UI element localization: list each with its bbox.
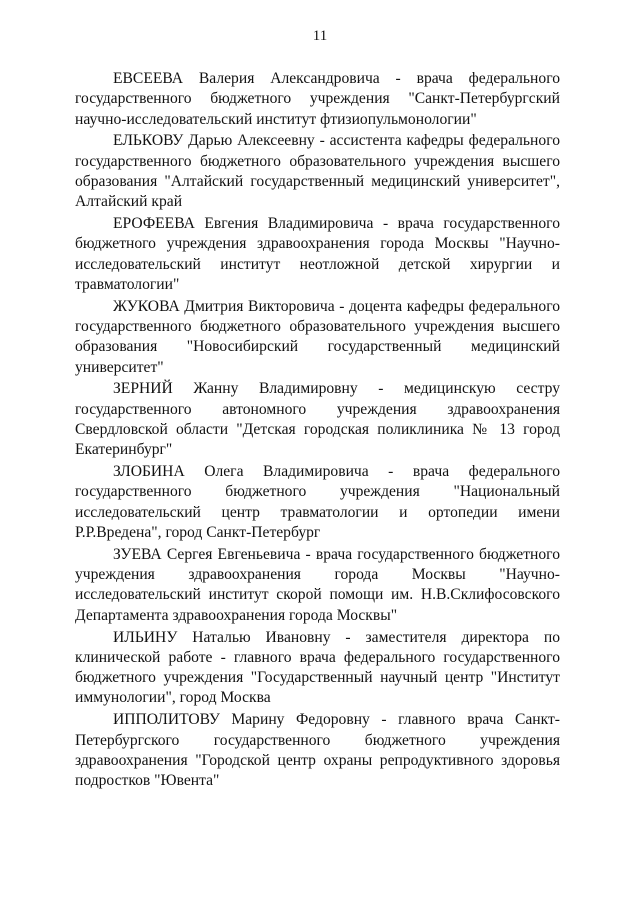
- list-item: ЕВСЕЕВА Валерия Александровича - врача федерального государственного бюджетного учреждения "Санкт-Петербургский научно-исследовательский институт фтизиопульмонологии": [75, 70, 560, 128]
- list-item: ЕРОФЕЕВА Евгения Владимировича - врача государственного бюджетного учреждения здравоохранения города Москвы "Научно-исследовательский институт неотложной детской хирургии и травматологии": [75, 215, 560, 293]
- list-item: ЖУКОВА Дмитрия Викторовича - доцента кафедры федерального государственного бюджетного образовательного учреждения высшего образования "Новосибирский государственный медицинский университет": [75, 297, 560, 376]
- list-item: ЗЛОБИНА Олега Владимировича - врача федерального государственного бюджетного учреждения "Национальный исследовательский центр травматологии и ортопедии имени Р.Р.Вредена", город Санкт-Петербург: [75, 463, 560, 542]
- page-number: 11: [312, 28, 328, 44]
- list-item: ЕЛЬКОВУ Дарью Алексеевну - ассистента кафедры федерального государственного бюджетного образовательного учреждения высшего образования "Алтайский государственный медицинский университет", Алтайский край: [75, 132, 560, 211]
- list-item: ЗУЕВА Сергея Евгеньевича - врача государственного бюджетного учреждения здравоохранения города Москвы "Научно-исследовательский институт скорой помощи им. Н.В.Склифосовского Департамента здравоохранения города Москвы": [75, 545, 560, 624]
- award-list: [75, 69, 560, 791]
- list-item: ЗЕРНИЙ Жанну Владимировну - медицинскую сестру государственного автономного учреждения здравоохранения Свердловской области "Детская городская поликлиника № 13 город Екатеринбург": [75, 380, 560, 459]
- list-item: ИППОЛИТОВУ Марину Федоровну - главного врача Санкт-Петербургского государственного бюджетного учреждения здравоохранения "Городской центр охраны репродуктивного здоровья подростков "Ювента": [75, 711, 560, 790]
- list-item: ИЛЬИНУ Наталью Ивановну - заместителя директора по клинической работе - главного врача федерального государственного бюджетного учреждения "Государственный научный центр "Институт иммунологии", город Москва: [75, 628, 560, 707]
